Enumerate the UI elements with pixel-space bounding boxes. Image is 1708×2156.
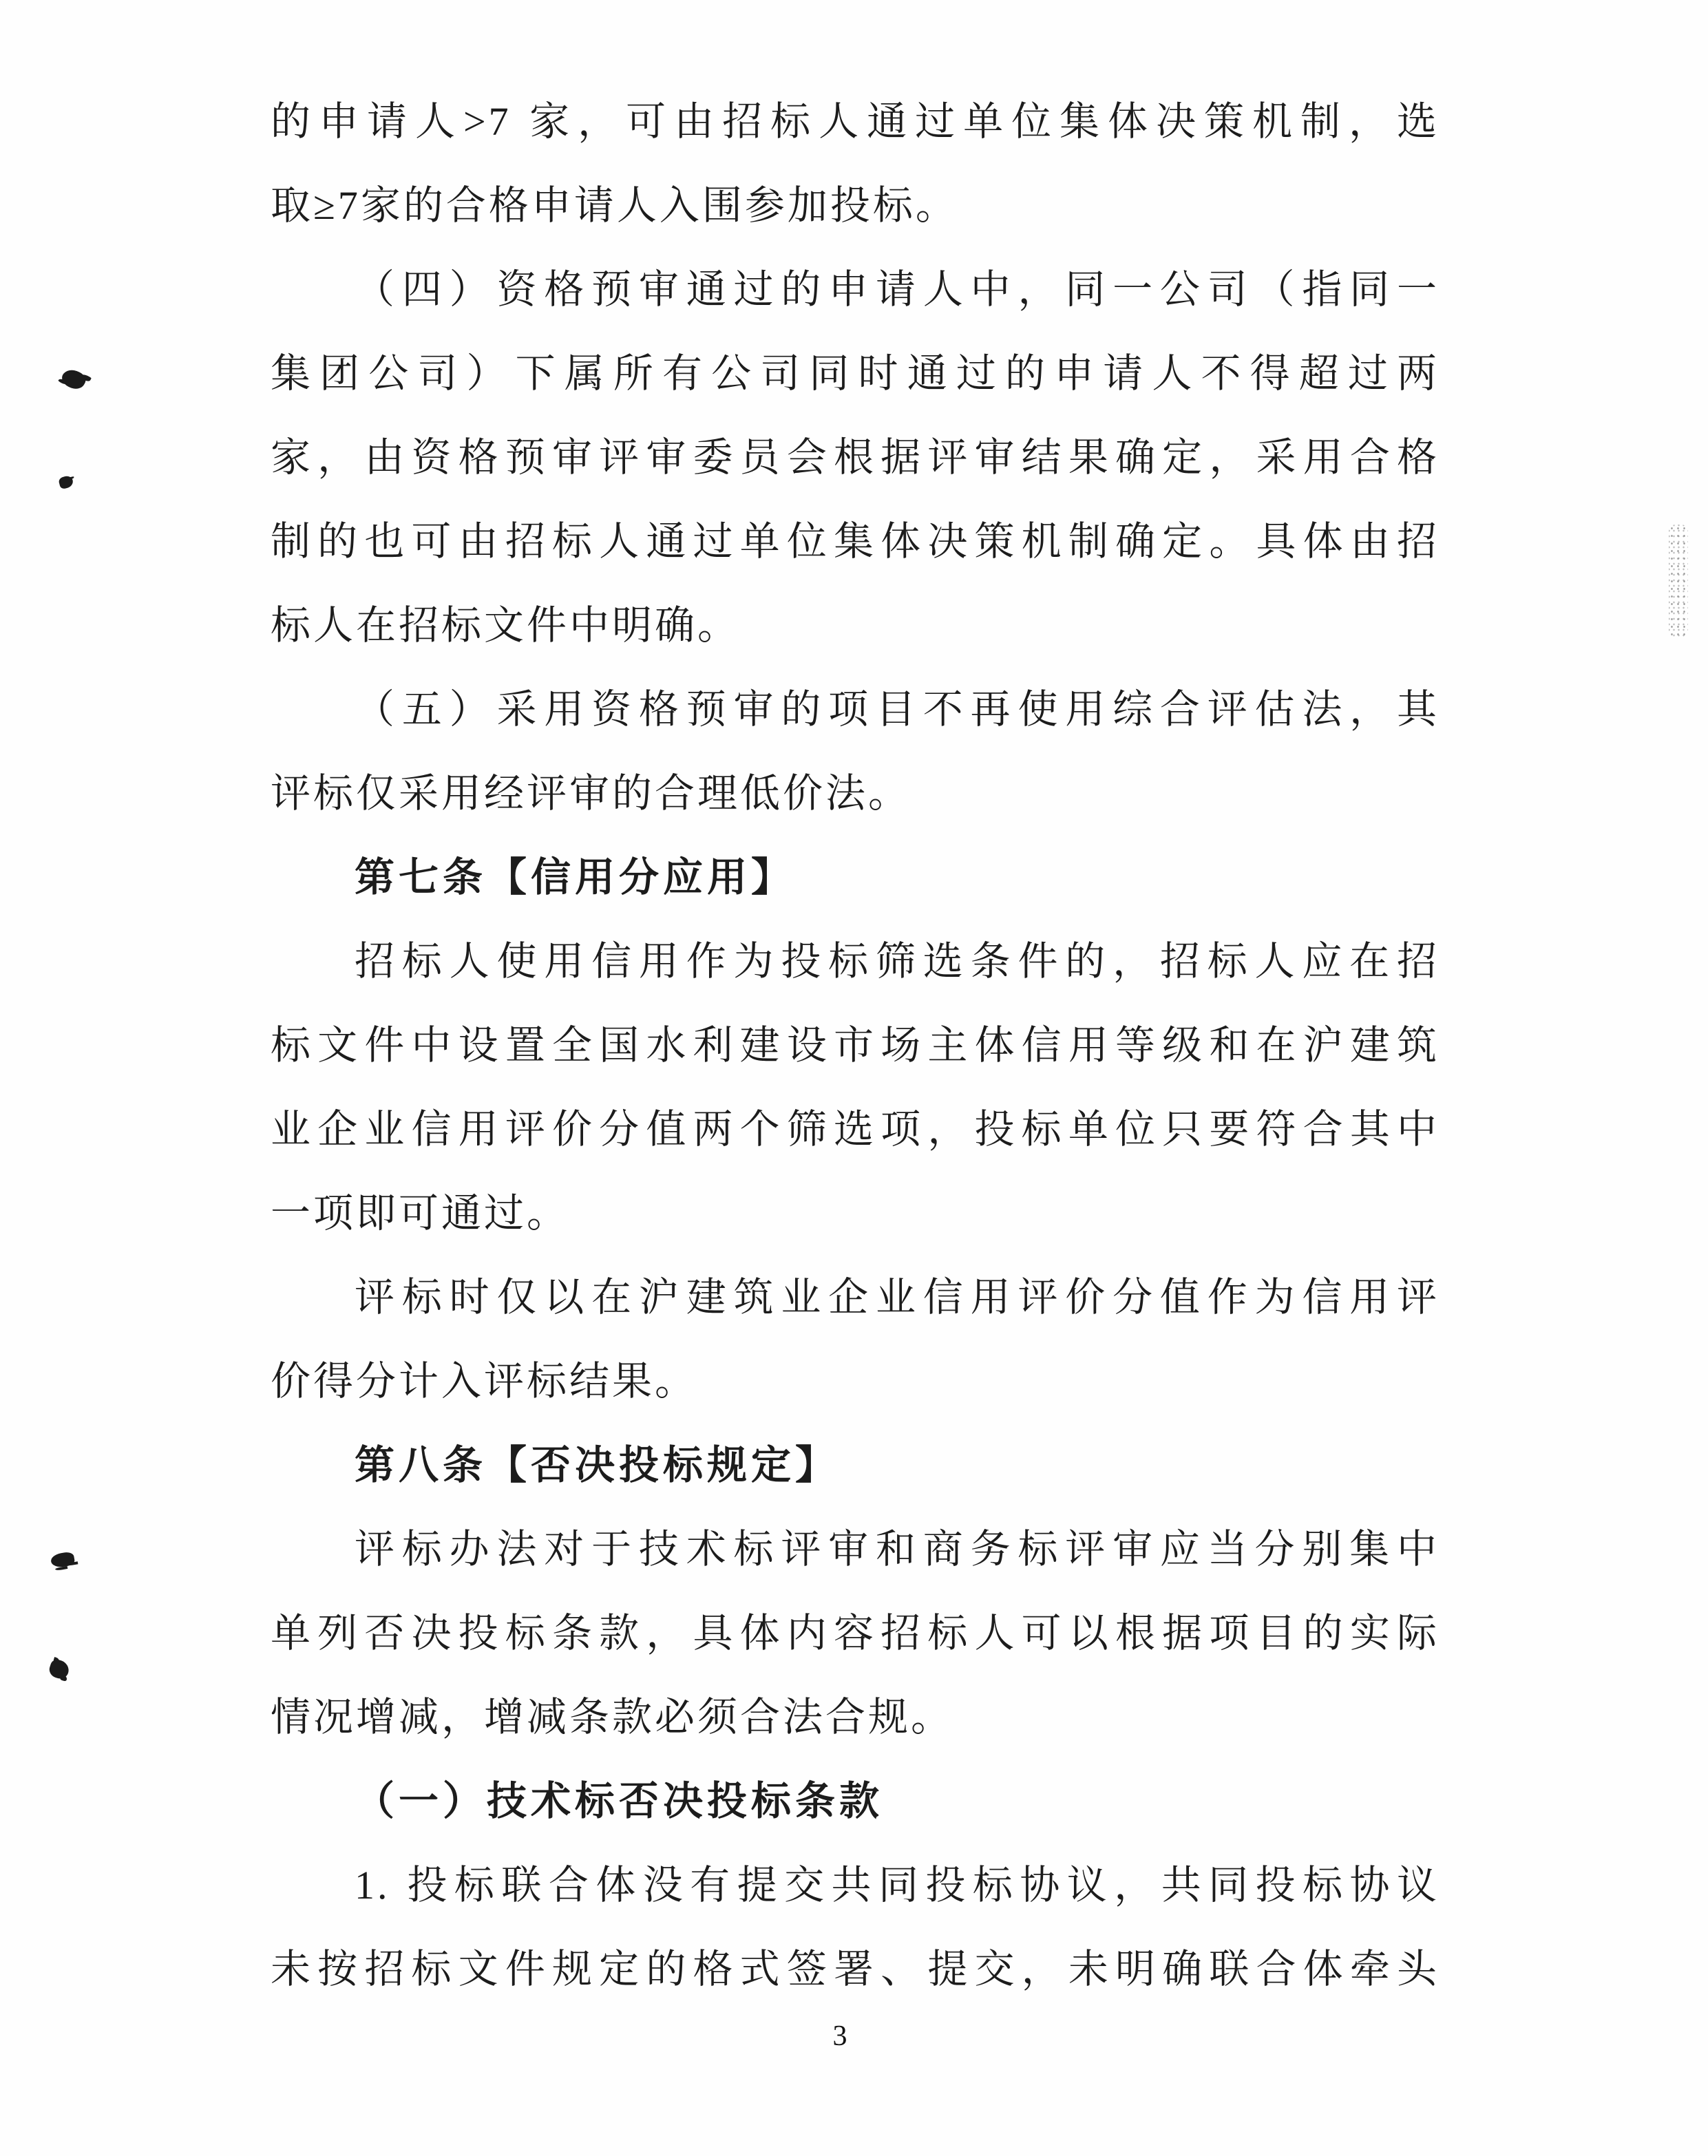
text-line: 情况增减，增减条款必须合法合规。 [271,1695,954,1740]
scan-noise-band [1669,525,1688,638]
text-line: 价得分计入评标结果。 [271,1359,698,1404]
text-line: 1. 投标联合体没有提交共同投标协议，共同投标协议 [355,1863,1440,1907]
text-line: 业企业信用评价分值两个筛选项，投标单位只要符合其中 [271,1107,1440,1152]
text-line: 家，由资格预审评审委员会根据评审结果确定，采用合格 [271,435,1440,480]
text-line: 单列否决投标条款，具体内容招标人可以根据项目的实际 [271,1611,1440,1656]
text-line: 评标办法对于技术标评审和商务标评审应当分别集中 [355,1527,1440,1572]
ink-speck [59,366,88,393]
text-line: 评标时仅以在沪建筑业企业信用评价分值作为信用评 [355,1275,1440,1320]
ink-speck [48,1658,72,1680]
text-line: 的申请人>7 家，可由招标人通过单位集体决策机制，选 [271,99,1440,144]
text-line: 未按招标文件规定的格式签署、提交，未明确联合体牵头 [271,1947,1440,1991]
text-line: 评标仅采用经评审的合理低价法。 [271,771,911,816]
page-number: 3 [832,2020,847,2052]
section-heading-article-7: 第七条【信用分应用】 [355,855,796,900]
text-line: （四）资格预审通过的申请人中，同一公司（指同一 [355,267,1440,312]
text-line: （五）采用资格预审的项目不再使用综合评估法，其 [355,687,1440,732]
text-line: 标人在招标文件中明确。 [271,603,741,648]
document-body [271,80,1440,2011]
subsection-heading-technical-veto: （一）技术标否决投标条款 [355,1779,884,1824]
section-heading-article-8: 第八条【否决投标规定】 [355,1443,840,1488]
text-line: 取≥7家的合格申请人入围参加投标。 [271,183,958,228]
text-line: 招标人使用信用作为投标筛选条件的，招标人应在招 [355,939,1440,984]
ink-speck [58,475,74,490]
text-line: 制的也可由招标人通过单位集体决策机制确定。具体由招 [271,519,1440,564]
text-line: 标文件中设置全国水利建设市场主体信用等级和在沪建筑 [271,1023,1440,1068]
text-line: 集团公司）下属所有公司同时通过的申请人不得超过两 [271,351,1440,396]
text-line: 一项即可通过。 [271,1191,570,1236]
ink-speck [50,1551,76,1569]
